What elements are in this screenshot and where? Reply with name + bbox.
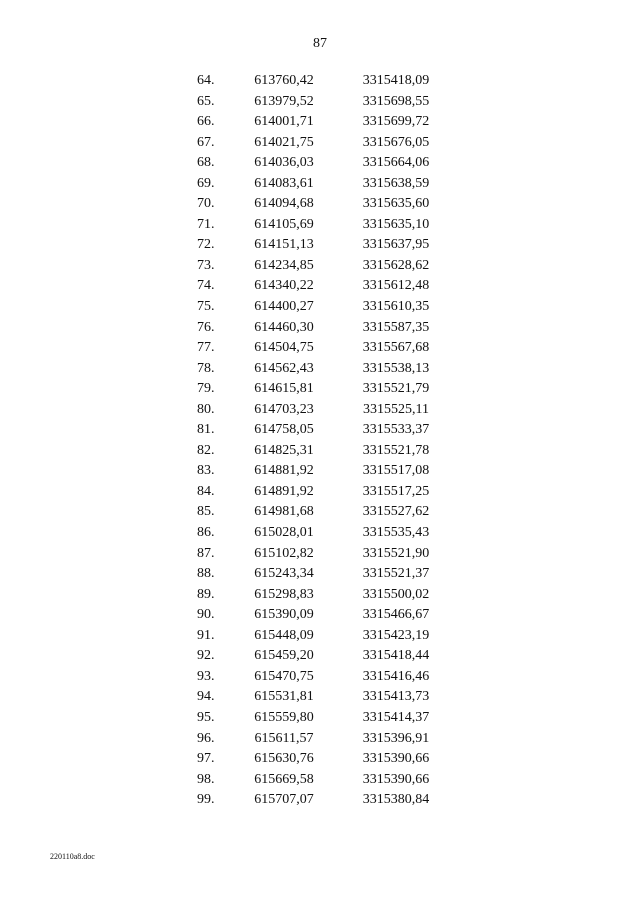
row-number: 83. — [197, 463, 215, 479]
row-number: 86. — [197, 525, 215, 541]
table-row — [0, 770, 640, 791]
coordinate-y: 3315517,08 — [362, 463, 430, 479]
coordinate-x: 615298,83 — [254, 586, 314, 602]
coordinate-y: 3315533,37 — [362, 422, 430, 438]
table-row — [0, 687, 640, 708]
coordinate-y: 3315535,43 — [362, 525, 430, 541]
coordinate-y: 3315418,44 — [362, 648, 430, 664]
coordinate-y: 3315587,35 — [362, 319, 430, 335]
coordinate-y: 3315525,11 — [363, 401, 429, 417]
table-row — [0, 318, 640, 339]
row-number: 73. — [197, 257, 215, 273]
coordinate-x: 615669,58 — [254, 771, 314, 787]
row-number: 69. — [197, 175, 215, 191]
row-number: 76. — [197, 319, 215, 335]
coordinate-x: 614981,68 — [254, 504, 314, 520]
coordinate-y: 3315414,37 — [362, 709, 430, 725]
coordinate-y: 3315418,09 — [362, 73, 430, 88]
coordinate-x: 614703,23 — [254, 401, 314, 417]
coordinate-y: 3315527,62 — [362, 504, 430, 520]
table-row — [0, 276, 640, 297]
row-number: 78. — [197, 360, 215, 376]
coordinate-x: 614881,92 — [254, 463, 314, 479]
table-row — [0, 256, 640, 277]
coordinate-x: 614151,13 — [254, 237, 314, 253]
coordinate-y: 3315676,05 — [362, 134, 430, 150]
row-number: 66. — [197, 114, 215, 130]
coordinate-x: 613760,42 — [254, 73, 314, 88]
coordinate-y: 3315637,95 — [362, 237, 430, 253]
coordinate-y: 3315380,84 — [362, 792, 430, 808]
coordinate-y: 3315699,72 — [362, 114, 430, 130]
row-number: 94. — [197, 689, 215, 705]
coordinate-y: 3315500,02 — [362, 586, 430, 602]
table-row — [0, 564, 640, 585]
coordinate-y: 3315521,37 — [362, 566, 430, 582]
table-row — [0, 729, 640, 750]
table-row — [0, 194, 640, 215]
row-number: 92. — [197, 648, 215, 664]
table-row — [0, 523, 640, 544]
table-row — [0, 605, 640, 626]
row-number: 74. — [197, 278, 215, 294]
table-row — [0, 646, 640, 667]
row-number: 98. — [197, 771, 215, 787]
coordinate-y: 3315610,35 — [362, 299, 430, 315]
row-number: 79. — [197, 381, 215, 397]
table-row — [0, 71, 640, 92]
coordinate-x: 614891,92 — [254, 483, 314, 499]
coordinate-y: 3315638,59 — [362, 175, 430, 191]
coordinate-x: 615390,09 — [254, 607, 314, 623]
footer-filename: 220110a8.doc — [50, 852, 95, 861]
coordinate-x: 614083,61 — [254, 175, 314, 191]
coordinate-y: 3315390,66 — [362, 771, 430, 787]
coordinate-x: 614460,30 — [254, 319, 314, 335]
coordinate-x: 614615,81 — [254, 381, 314, 397]
row-number: 77. — [197, 340, 215, 356]
row-number: 80. — [197, 401, 215, 417]
coordinate-x: 614105,69 — [254, 216, 314, 232]
row-number: 88. — [197, 566, 215, 582]
table-row — [0, 400, 640, 421]
row-number: 91. — [197, 627, 215, 643]
row-number: 93. — [197, 668, 215, 684]
row-number: 96. — [197, 730, 215, 746]
coordinate-x: 614001,71 — [254, 114, 314, 130]
coordinate-x: 615707,07 — [254, 792, 314, 808]
coordinate-y: 3315416,46 — [362, 668, 430, 684]
table-row — [0, 359, 640, 380]
table-row — [0, 153, 640, 174]
row-number: 75. — [197, 299, 215, 315]
row-number: 97. — [197, 751, 215, 767]
page-number: 87 — [313, 36, 327, 51]
coordinate-x: 614036,03 — [254, 155, 314, 171]
coordinate-x: 615470,75 — [254, 668, 314, 684]
coordinate-y: 3315635,60 — [362, 196, 430, 212]
table-row — [0, 297, 640, 318]
coordinate-x: 615630,76 — [254, 751, 314, 767]
coordinate-x: 615102,82 — [254, 545, 314, 561]
table-row — [0, 441, 640, 462]
table-row — [0, 379, 640, 400]
coordinate-y: 3315635,10 — [362, 216, 430, 232]
coordinate-x: 613979,52 — [254, 93, 314, 109]
row-number: 64. — [197, 73, 215, 88]
table-row — [0, 790, 640, 811]
coordinate-y: 3315567,68 — [362, 340, 430, 356]
row-number: 82. — [197, 442, 215, 458]
coordinate-y: 3315390,66 — [362, 751, 430, 767]
coordinate-y: 3315466,67 — [362, 607, 430, 623]
row-number: 68. — [197, 155, 215, 171]
coordinate-x: 614340,22 — [254, 278, 314, 294]
coordinate-x: 615559,80 — [254, 709, 314, 725]
coordinate-x: 614562,43 — [254, 360, 314, 376]
coordinate-y: 3315413,73 — [362, 689, 430, 705]
coordinate-table — [0, 71, 640, 811]
coordinate-x: 615531,81 — [254, 689, 314, 705]
table-row — [0, 174, 640, 195]
coordinate-x: 615028,01 — [254, 525, 314, 541]
row-number: 81. — [197, 422, 215, 438]
coordinate-x: 614825,31 — [254, 442, 314, 458]
row-number: 95. — [197, 709, 215, 725]
row-number: 90. — [197, 607, 215, 623]
row-number: 99. — [197, 792, 215, 808]
coordinate-y: 3315423,19 — [362, 627, 430, 643]
table-row — [0, 502, 640, 523]
coordinate-x: 614021,75 — [254, 134, 314, 150]
coordinate-x: 614094,68 — [254, 196, 314, 212]
coordinate-x: 615243,34 — [254, 566, 314, 582]
table-row — [0, 626, 640, 647]
table-row — [0, 667, 640, 688]
row-number: 67. — [197, 134, 215, 150]
coordinate-y: 3315664,06 — [362, 155, 430, 171]
table-row — [0, 585, 640, 606]
table-row — [0, 133, 640, 154]
table-row — [0, 420, 640, 441]
row-number: 85. — [197, 504, 215, 520]
row-number: 71. — [197, 216, 215, 232]
coordinate-x: 615459,20 — [254, 648, 314, 664]
row-number: 72. — [197, 237, 215, 253]
coordinate-x: 614758,05 — [254, 422, 314, 438]
coordinate-y: 3315521,79 — [362, 381, 430, 397]
row-number: 65. — [197, 93, 215, 109]
table-row — [0, 708, 640, 729]
table-row — [0, 215, 640, 236]
coordinate-x: 614400,27 — [254, 299, 314, 315]
coordinate-y: 3315517,25 — [362, 483, 430, 499]
table-row — [0, 461, 640, 482]
coordinate-y: 3315628,62 — [362, 257, 430, 273]
coordinate-x: 614504,75 — [254, 340, 314, 356]
table-row — [0, 749, 640, 770]
coordinate-y: 3315698,55 — [362, 93, 430, 109]
row-number: 87. — [197, 545, 215, 561]
table-row — [0, 112, 640, 133]
coordinate-x: 614234,85 — [254, 257, 314, 273]
coordinate-y: 3315612,48 — [362, 278, 430, 294]
coordinate-y: 3315521,78 — [362, 442, 430, 458]
table-row — [0, 92, 640, 113]
coordinate-x: 615611,57 — [254, 730, 314, 746]
table-row — [0, 544, 640, 565]
table-row — [0, 338, 640, 359]
coordinate-y: 3315521,90 — [362, 545, 430, 561]
table-row — [0, 235, 640, 256]
coordinate-x: 615448,09 — [254, 627, 314, 643]
table-row — [0, 482, 640, 503]
row-number: 84. — [197, 483, 215, 499]
row-number: 70. — [197, 196, 215, 212]
row-number: 89. — [197, 586, 215, 602]
coordinate-y: 3315396,91 — [362, 730, 430, 746]
coordinate-y: 3315538,13 — [362, 360, 430, 376]
